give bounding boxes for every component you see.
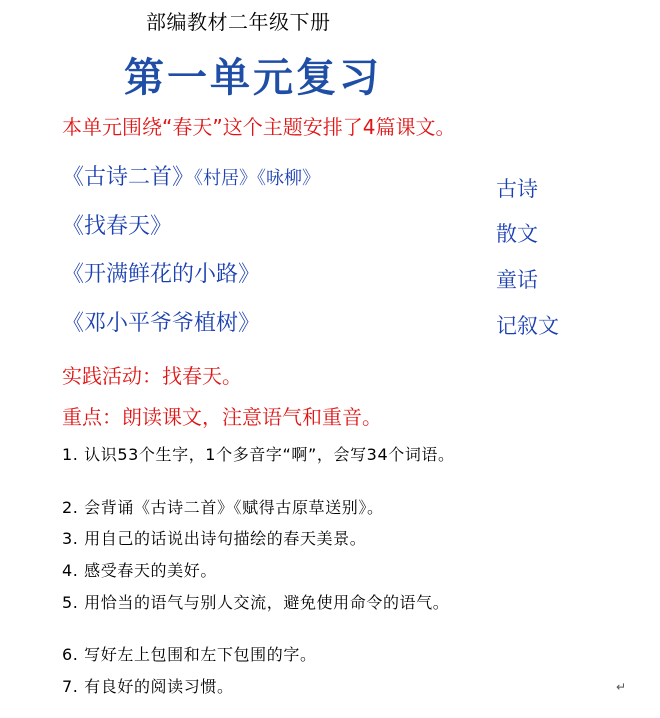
lesson-title <box>62 160 320 191</box>
goal-item: 5. 用恰当的语气与别人交流，避免使用命令的语气。 <box>62 593 450 612</box>
key-point: 重点：朗读课文，注意语气和重音。 <box>62 405 382 429</box>
unit-intro: 本单元围绕“春天”这个主题安排了4篇课文。 <box>62 115 456 139</box>
lesson-genre: 童话 <box>496 268 538 292</box>
lesson-poems: 《村居》《咏柳》 <box>194 168 321 189</box>
lesson-name: 《古诗二首》 <box>62 165 195 190</box>
goal-item: 6. 写好左上包围和左下包围的字。 <box>62 645 317 664</box>
goal-item: 1. 认识53个生字，1个多音字“啊”，会写34个词语。 <box>62 445 455 464</box>
goal-item: 4. 感受春天的美好。 <box>62 561 217 580</box>
lesson-genre: 散文 <box>496 222 538 246</box>
lesson-genre: 古诗 <box>496 177 538 201</box>
lesson-title: 《开满鲜花的小路》 <box>62 262 261 287</box>
goal-item: 3. 用自己的话说出诗句描绘的春天美景。 <box>62 529 367 548</box>
lesson-title: 《找春天》 <box>62 214 173 239</box>
lesson-title: 《邓小平爷爷植树》 <box>62 311 261 336</box>
document-subtitle: 部编教材二年级下册 <box>146 10 331 34</box>
practice-activity: 实践活动：找春天。 <box>62 364 242 388</box>
goal-item: 2. 会背诵《古诗二首》《赋得古原草送别》。 <box>62 498 384 517</box>
lesson-genre: 记叙文 <box>496 314 559 338</box>
paragraph-mark-icon: ↵ <box>616 680 627 694</box>
page-title: 第一单元复习 <box>124 55 382 101</box>
goal-item: 7. 有良好的阅读习惯。 <box>62 677 234 696</box>
